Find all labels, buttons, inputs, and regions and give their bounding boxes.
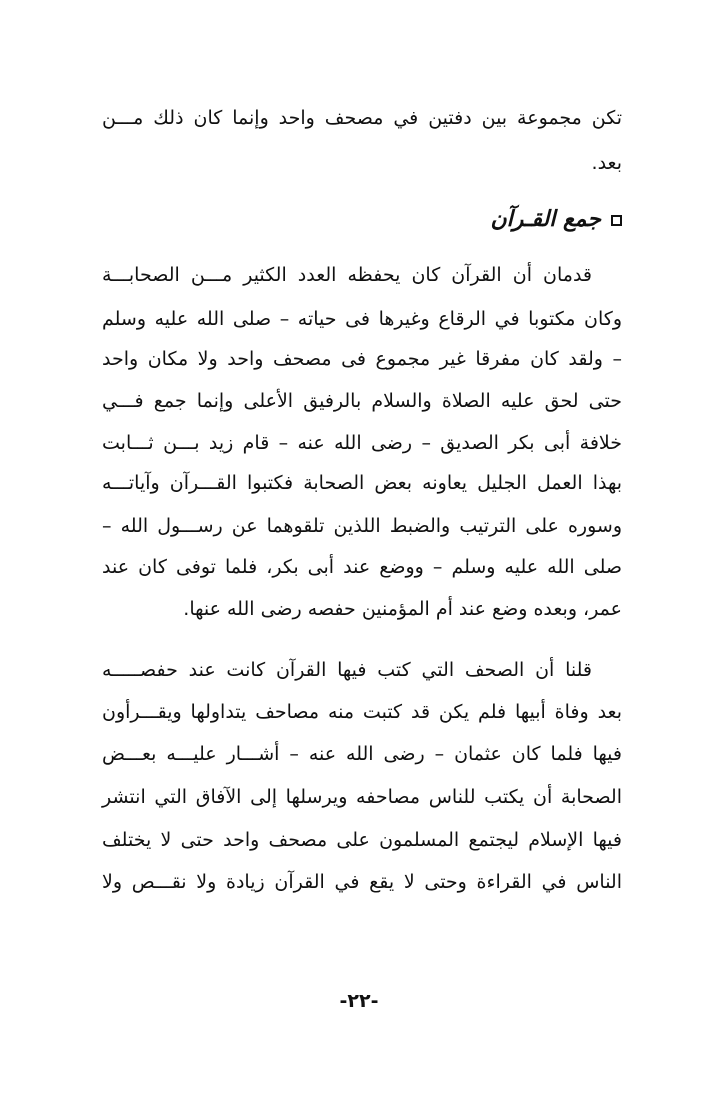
section-heading-text: جمع القـرآن bbox=[490, 207, 601, 232]
paragraph2-line-2: بعد وفاة أبيها فلم يكن قد كتبت منه مصاحف يتداولها ويقـــرأون bbox=[102, 701, 622, 723]
paragraph1-line-8: صلى الله عليه وسلم – ووضع عند أبى بكر، فلما توفى كان عند bbox=[102, 556, 622, 578]
paragraph1-line-5: خلافة أبى بكر الصديق – رضى الله عنه – قام زيد بـــن ثـــابت bbox=[102, 432, 622, 454]
paragraph1-line-6: بهذا العمل الجليل يعاونه بعض الصحابة فكتبوا القـــرآن وآياتـــه bbox=[102, 472, 622, 494]
page-number: -٢٢- bbox=[339, 990, 379, 1012]
paragraph2-line-3: فيها فلما كان عثمان – رضى الله عنه – أشـــار عليـــه بعـــض bbox=[102, 743, 622, 765]
paragraph1-line-4: حتى لحق عليه الصلاة والسلام بالرفيق الأعلى وإنما جمع فـــي bbox=[102, 390, 622, 412]
square-bullet-icon bbox=[611, 215, 622, 226]
intro-line-2: بعد. bbox=[591, 152, 622, 174]
paragraph1-line-1: قدمان أن القرآن كان يحفظه العدد الكثير مـــن الصحابـــة bbox=[102, 264, 592, 286]
paragraph2-line-6: الناس في القراءة وحتى لا يقع في القرآن زيادة ولا نقـــص ولا bbox=[102, 871, 622, 893]
intro-line-1: تكن مجموعة بين دفتين في مصحف واحد وإنما كان ذلك مـــن bbox=[102, 107, 622, 129]
paragraph2-line-1: قلنا أن الصحف التي كتب فيها القرآن كانت عند حفصـــــه bbox=[102, 659, 592, 681]
paragraph1-line-7: وسوره على الترتيب والضبط اللذين تلقوهما عن رســـول الله – bbox=[102, 515, 622, 537]
paragraph1-line-9: عمر، وبعده وضع عند أم المؤمنين حفصه رضى الله عنها. bbox=[183, 598, 622, 620]
section-heading bbox=[491, 204, 622, 236]
paragraph1-line-2: وكان مكتوبا في الرقاع وغيرها فى حياته – صلى الله عليه وسلم bbox=[102, 308, 622, 330]
paragraph1-line-3: – ولقد كان مفرقا غير مجموع فى مصحف واحد ولا مكان واحد bbox=[102, 348, 622, 370]
paragraph2-line-4: الصحابة أن يكتب للناس مصاحفه ويرسلها إلى الآفاق التي انتشر bbox=[102, 786, 622, 808]
paragraph2-line-5: فيها الإسلام ليجتمع المسلمون على مصحف واحد حتى لا يختلف bbox=[102, 829, 622, 851]
